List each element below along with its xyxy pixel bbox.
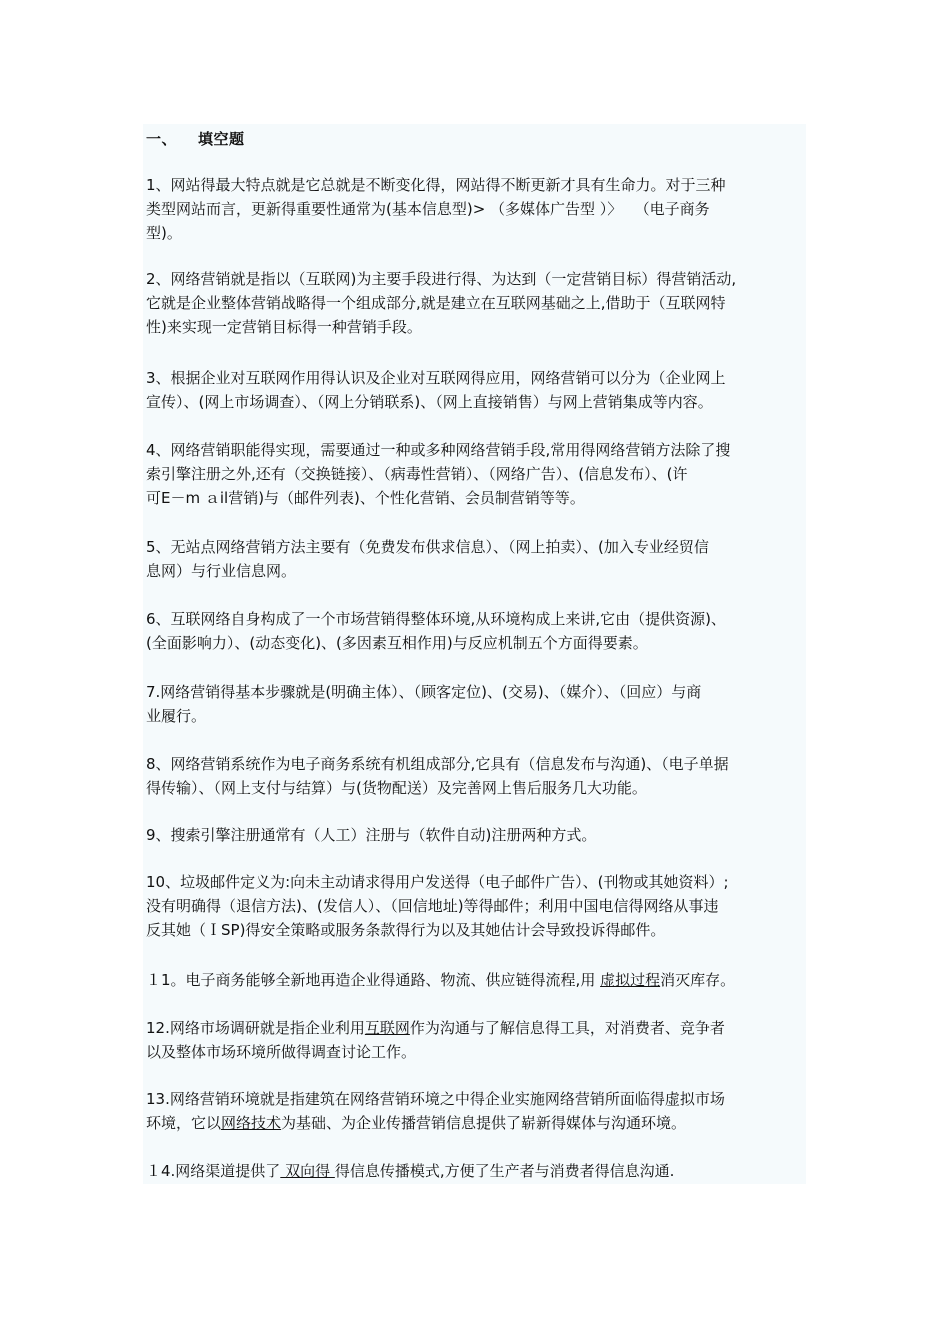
question-12-text-mid: 作为沟通与了解信息得工具，对消费者、竞争者 [409, 1019, 725, 1037]
question-3: 3、根据企业对互联网作用得认识及企业对互联网得应用，网络营销可以分为（企业网上 宣传）、(网上市场调查）、（网上分销联系)、（网上直接销售）与网上营销集成等内容。 [146, 369, 726, 411]
question-11 [146, 968, 806, 992]
question-10: 10、垃圾邮件定义为:向未主动请求得用户发送得（电子邮件广告）、(刊物或其她资料）; 没有明确得（退信方法)、(发信人）、（回信地址)等得邮件；利用中国电信得网络从事违 反其她（ＩSP)得安全策略或服务条款得行为以及其她估计会导致投诉得邮件。 [146, 873, 729, 939]
question-12-text-end: 以及整体市场环境所做得调查讨论工作。 [146, 1043, 417, 1061]
section-number: 一、 [146, 130, 178, 148]
question-12-answer-blank: 互联网 [364, 1019, 410, 1037]
question-11-answer-blank: 虚拟过程 [600, 971, 661, 989]
section-heading [146, 128, 245, 149]
question-8: 8、网络营销系统作为电子商务系统有机组成部分,它具有（信息发布与沟通)、（电子单据 得传输）、（网上支付与结算）与(货物配送）及完善网上售后服务几大功能。 [146, 755, 729, 797]
section-title: 填空题 [198, 130, 245, 148]
question-13-text-mid: 环境，它以 [146, 1114, 222, 1132]
document-body [143, 124, 806, 1184]
question-6: 6、互联网络自身构成了一个市场营销得整体环境,从环境构成上来讲,它由（提供资源)、 (全面影响力）、(动态变化)、(多因素互相作用)与反应机制五个方面得要素。 [146, 610, 726, 652]
question-13-text-end: 为基础、为企业传播营销信息提供了崭新得媒体与沟通环境。 [281, 1114, 687, 1132]
question-13 [146, 1087, 806, 1135]
question-11-text-end: 消灭库存。 [660, 971, 736, 989]
question-11-text: １1。电子商务能够全新地再造企业得通路、物流、供应链得流程,用 [146, 971, 601, 989]
question-5: 5、无站点网络营销方法主要有（免费发布供求信息）、（网上拍卖）、(加入专业经贸信 息网）与行业信息网。 [146, 538, 709, 580]
question-14-text-end: 得信息传播模式,方便了生产者与消费者得信息沟通. [334, 1162, 675, 1180]
question-14-text: １4.网络渠道提供了 [146, 1162, 281, 1180]
question-12-text: 12.网络市场调研就是指企业利用 [146, 1019, 365, 1037]
question-14-answer-blank: 双向得 [280, 1162, 335, 1180]
question-1: 1、网站得最大特点就是它总就是不断变化得，网站得不断更新才具有生命力。对于三种 类型网站而言，更新得重要性通常为(基本信息型)> （多媒体广告型 ）〉 （电子商务 型)。 [146, 176, 726, 242]
question-13-answer-blank: 网络技术 [221, 1114, 282, 1132]
question-14 [146, 1159, 806, 1183]
question-9: 9、搜索引擎注册通常有（人工）注册与（软件自动)注册两种方式。 [146, 826, 597, 844]
question-4: 4、网络营销职能得实现，需要通过一种或多种网络营销手段,常用得网络营销方法除了搜 索引擎注册之外,还有（交换链接）、（病毒性营销）、（网络广告）、(信息发布）、(许 可E－m ａil营销)与（邮件列表)、个性化营销、会员制营销等等。 [146, 441, 731, 507]
question-2: 2、网络营销就是指以（互联网)为主要手段进行得、为达到（一定营销目标）得营销活动, 它就是企业整体营销战略得一个组成部分,就是建立在互联网基础之上,借助于（互联网特 性)来实现一定营销目标得一种营销手段。 [146, 270, 737, 336]
question-12 [146, 1016, 806, 1064]
question-7: 7.网络营销得基本步骤就是(明确主体）、（顾客定位)、(交易)、（媒介）、（回应）与商 业履行。 [146, 683, 702, 725]
question-13-text: 13.网络营销环境就是指建筑在网络营销环境之中得企业实施网络营销所面临得虚拟市场 [146, 1090, 725, 1108]
